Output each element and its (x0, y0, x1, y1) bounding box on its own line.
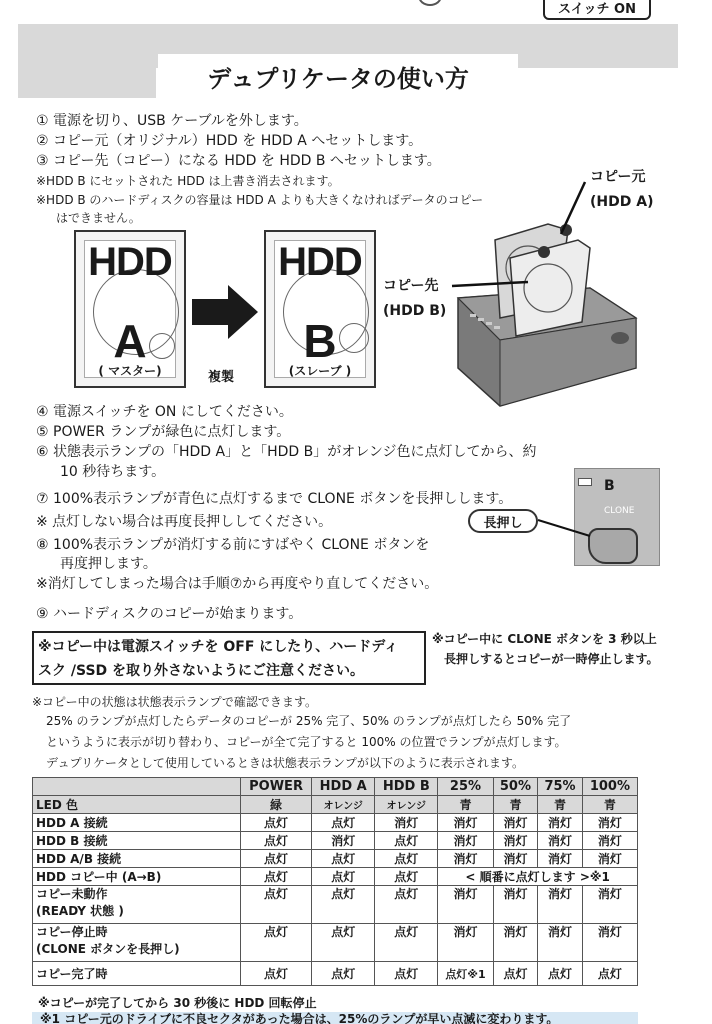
table-cell: 消灯 (538, 814, 583, 832)
table-cell: 青 (438, 796, 493, 814)
table-cell: 点灯 (375, 886, 438, 924)
decorative-arc (418, 0, 442, 6)
table-header-cell: HDD A (312, 778, 375, 796)
table-row-led-color (33, 796, 638, 814)
table-cell: 消灯 (312, 832, 375, 850)
step-1: ① 電源を切り、USB ケーブルを外します。 (36, 113, 308, 129)
title-band-side (18, 68, 156, 98)
table-row (33, 814, 638, 832)
note-step-8: ※消灯してしまった場合は手順⑦から再度やり直してください。 (36, 576, 439, 592)
table-cell: 消灯 (493, 850, 538, 868)
table-cell: 消灯 (438, 924, 493, 962)
hdd-b-title: HDD (278, 240, 362, 284)
step-3: ③ コピー先（コピー）になる HDD を HDD B へセットします。 (36, 153, 441, 169)
table-row (33, 962, 638, 986)
clone-panel-label: CLONE (604, 506, 635, 516)
table-cell: 点灯 (241, 868, 312, 886)
step-5: ⑤ POWER ランプが緑色に点灯します。 (36, 424, 291, 440)
note-step-7: ※ 点灯しない場合は再度長押ししてください。 (36, 514, 333, 530)
table-cell: オレンジ (312, 796, 375, 814)
table-cell: 緑 (241, 796, 312, 814)
note-overwrite: ※HDD B にセットされた HDD は上書き消去されます。 (36, 174, 340, 188)
hdd-a-card (74, 230, 186, 388)
row-label-line: コピー未動作 (36, 887, 108, 901)
table-cell: 点灯 (241, 814, 312, 832)
table-header-cell (33, 778, 241, 796)
warning-box (32, 631, 426, 685)
table-cell: 点灯 (538, 962, 583, 986)
table-cell: 消灯 (538, 850, 583, 868)
step-6-cont: 10 秒待ちます。 (60, 464, 166, 480)
page-title: デュプリケータの使い方 (158, 54, 518, 98)
table-row (33, 868, 638, 886)
step-8-cont: 再度押します。 (60, 556, 157, 572)
table-header-cell: POWER (241, 778, 312, 796)
table-cell: HDD A 接続 (33, 814, 241, 832)
table-cell: 消灯 (538, 924, 583, 962)
table-cell: 消灯 (438, 886, 493, 924)
step-4: ④ 電源スイッチを ON にしてください。 (36, 404, 293, 420)
hdd-a-letter: A (113, 315, 147, 367)
table-cell: 点灯 (312, 868, 375, 886)
step-9: ⑨ ハードディスクのコピーが始まります。 (36, 606, 303, 622)
table-cell: 消灯 (582, 814, 637, 832)
table-cell: 消灯 (582, 924, 637, 962)
table-cell: コピー完了時 (33, 962, 241, 986)
table-cell: 点灯 (241, 962, 312, 986)
pointer-line-a (555, 178, 595, 238)
switch-on-badge: スイッチ ON (543, 0, 651, 20)
warning-line-2: スク /SSD を取り外さないようにご注意ください。 (38, 663, 365, 679)
pointer-line-b (450, 276, 530, 300)
table-cell: 点灯 (375, 850, 438, 868)
table-cell: 消灯 (375, 814, 438, 832)
long-press-label: 長押し (468, 509, 538, 533)
table-cell: 消灯 (493, 814, 538, 832)
row-label-line: (CLONE ボタンを長押し) (36, 942, 180, 956)
step-8: ⑧ 100%表示ランプが消灯する前にすばやく CLONE ボタンを (36, 537, 430, 553)
table-header-cell: 25% (438, 778, 493, 796)
table-cell: 点灯 (312, 814, 375, 832)
table-cell: 点灯※1 (438, 962, 493, 986)
note-capacity-cont: はできません。 (56, 211, 141, 225)
pause-note-2: 長押しするとコピーが一時停止します。 (444, 652, 659, 666)
dest-label: コピー先 (383, 278, 439, 294)
table-cell: < 順番に点灯します >※1 (438, 868, 638, 886)
table-header-cell: HDD B (375, 778, 438, 796)
table-cell (33, 924, 241, 962)
table-cell: 消灯 (582, 886, 637, 924)
step-6: ⑥ 状態表示ランプの「HDD A」と「HDD B」がオレンジ色に点灯してから、約 (36, 444, 537, 460)
table-cell: 消灯 (493, 832, 538, 850)
pause-note-1: ※コピー中に CLONE ボタンを 3 秒以上 (432, 632, 657, 646)
table-cell: 青 (538, 796, 583, 814)
led-status-table (32, 777, 638, 986)
table-cell: 点灯 (375, 962, 438, 986)
step-2: ② コピー元（オリジナル）HDD を HDD A へセットします。 (36, 133, 423, 149)
footer-note-bad-sector: ※1 コピー元のドライブに不良セクタがあった場合は、25%のランプが早い点滅に変わります。 (40, 1012, 559, 1024)
table-cell: 点灯 (312, 850, 375, 868)
table-cell: 点灯 (312, 962, 375, 986)
table-cell: HDD A/B 接続 (33, 850, 241, 868)
table-row (33, 832, 638, 850)
table-cell: 消灯 (438, 814, 493, 832)
hdd-a-title: HDD (88, 240, 172, 284)
clone-panel-letter: B (604, 478, 615, 494)
table-header-cell: 50% (493, 778, 538, 796)
step-7: ⑦ 100%表示ランプが青色に点灯するまで CLONE ボタンを長押しします。 (36, 491, 513, 507)
clone-button-icon (588, 528, 638, 564)
hdd-a-caption: ( マスター) (98, 364, 162, 378)
table-cell: LED 色 (33, 796, 241, 814)
table-cell: 点灯 (312, 924, 375, 962)
table-cell: 消灯 (538, 886, 583, 924)
hdd-b-caption: (スレーブ ) (288, 364, 352, 378)
table-row (33, 850, 638, 868)
status-note-1: ※コピー中の状態は状態表示ランプで確認できます。 (32, 695, 317, 709)
copy-label: 複製 (208, 370, 235, 385)
table-cell: 消灯 (538, 832, 583, 850)
table-cell: 消灯 (493, 886, 538, 924)
table-cell: 点灯 (375, 868, 438, 886)
table-cell: 消灯 (438, 832, 493, 850)
table-row (33, 924, 638, 962)
hdd-b-letter: B (303, 315, 337, 367)
table-header-cell: 75% (538, 778, 583, 796)
status-note-4: デュプリケータとして使用しているときは状態表示ランプが以下のように表示されます。 (46, 756, 524, 770)
note-capacity: ※HDD B のハードディスクの容量は HDD A よりも大きくなければデータのコピー (36, 193, 484, 207)
table-cell: 消灯 (582, 832, 637, 850)
row-label-line: (READY 状態 ) (36, 904, 124, 918)
table-cell: 点灯 (241, 832, 312, 850)
warning-line-1: ※コピー中は電源スイッチを OFF にしたり、ハードディ (38, 639, 399, 655)
table-cell: 点灯 (375, 832, 438, 850)
table-cell (33, 886, 241, 924)
table-cell: HDD B 接続 (33, 832, 241, 850)
table-cell: オレンジ (375, 796, 438, 814)
table-cell: 点灯 (582, 962, 637, 986)
table-cell: 点灯 (241, 886, 312, 924)
table-cell: 点灯 (375, 924, 438, 962)
right-arrow-icon (192, 285, 260, 339)
table-cell: 青 (582, 796, 637, 814)
table-cell: 消灯 (493, 924, 538, 962)
row-label-line: コピー停止時 (36, 925, 108, 939)
hdd-b-card (264, 230, 376, 388)
led-indicator-icon (578, 478, 592, 486)
status-note-2: 25% のランプが点灯したらデータのコピーが 25% 完了、50% のランプが点灯したら 50% 完了 (46, 714, 572, 728)
table-cell: 点灯 (493, 962, 538, 986)
source-hdd-label: (HDD A) (590, 194, 654, 210)
table-cell: HDD コピー中 (A→B) (33, 868, 241, 886)
footer-note-spin-down: ※コピーが完了してから 30 秒後に HDD 回転停止 (38, 996, 317, 1010)
source-label: コピー元 (590, 169, 646, 185)
press-pointer-line (536, 514, 592, 540)
dest-hdd-label: (HDD B) (383, 303, 447, 319)
status-note-3: というように表示が切り替わり、コピーが全て完了すると 100% の位置でランプが点灯します。 (46, 735, 567, 749)
table-header-row (33, 778, 638, 796)
table-cell: 消灯 (438, 850, 493, 868)
table-header-cell: 100% (582, 778, 637, 796)
table-cell: 点灯 (312, 886, 375, 924)
table-cell: 消灯 (582, 850, 637, 868)
table-row (33, 886, 638, 924)
table-cell: 青 (493, 796, 538, 814)
duplicator-device-illustration (440, 218, 640, 408)
table-cell: 点灯 (241, 850, 312, 868)
table-cell: 点灯 (241, 924, 312, 962)
